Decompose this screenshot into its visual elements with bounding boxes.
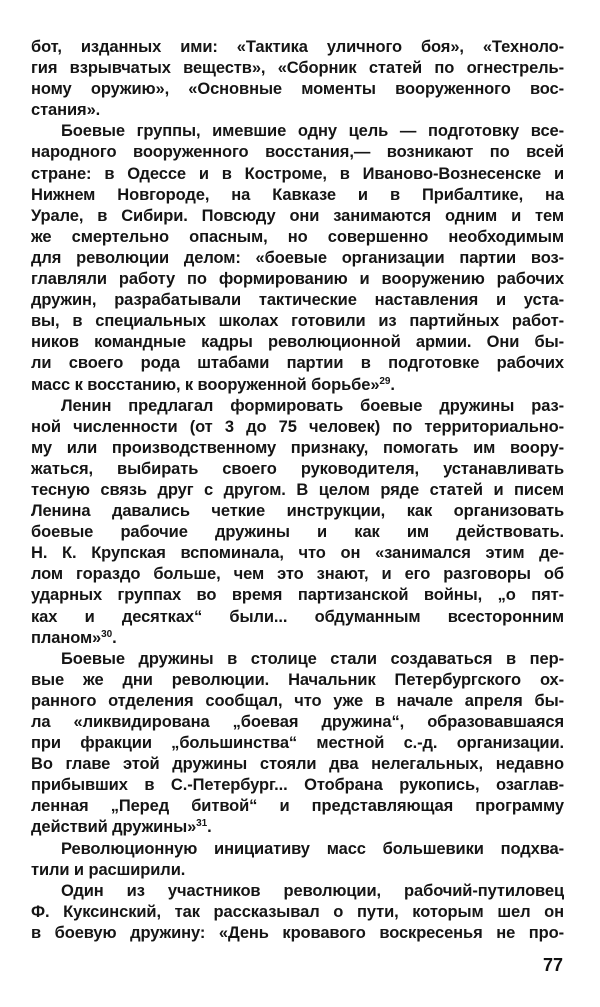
text-line [31, 417, 564, 438]
paragraph-first-line [31, 396, 564, 417]
text-line [31, 248, 564, 269]
text-line [31, 353, 564, 374]
line-text: вы, в специальных школах готовили из партийных работ- [31, 312, 564, 331]
line-text: вые же дни революции. Начальник Петербургского ох- [31, 670, 564, 689]
text-line [31, 100, 564, 121]
line-text: Н. К. Крупская вспоминала, что он «занимался этим де- [31, 544, 564, 563]
text-line [31, 206, 564, 227]
text-line [31, 628, 564, 649]
text-line [31, 543, 564, 564]
text-line [31, 185, 564, 206]
line-text: Нижнем Новгороде, на Кавказе и в Прибалтике, на [31, 185, 564, 204]
line-text: ла «ликвидирована „боевая дружина“, образовавшаяся [31, 713, 564, 731]
line-punctuation: . [207, 818, 212, 837]
line-text: лом гораздо больше, чем это знают, и его разговоры об [31, 565, 564, 584]
line-text: тесную связь друг с другом. В целом ряде статей и писем [31, 480, 564, 499]
line-text: стране: в Одессе и в Костроме, в Иваново-Вознесенске и [31, 164, 564, 183]
text-line [31, 164, 564, 185]
text-line [31, 37, 564, 58]
line-text: Ф. Куксинский, так рассказывал о пути, которым шел он [31, 902, 564, 921]
text-line [31, 607, 564, 628]
footnote-reference: 31 [196, 818, 208, 830]
text-line [31, 522, 564, 543]
page-number: 77 [542, 955, 563, 975]
line-text: ников командные кадры революционной армии. Они бы- [31, 333, 564, 352]
text-line [31, 754, 564, 775]
text-line [31, 860, 564, 881]
line-text: боевые рабочие дружины и как им действовать. [31, 523, 564, 542]
text-line [31, 712, 564, 733]
text-line [31, 796, 564, 817]
line-text: дружин, разрабатывали тактические наставления и уста- [31, 291, 564, 310]
line-text: гия взрывчатых веществ», «Сборник статей по огнестрель- [31, 59, 564, 78]
text-line [31, 311, 564, 332]
text-line [31, 585, 564, 606]
text-line [31, 269, 564, 290]
text-line [31, 501, 564, 522]
line-text: ранного отделения сообщал, что уже в начале апреля бы- [31, 691, 564, 710]
paragraph-first-line [31, 839, 564, 860]
line-text: в боевую дружину: «День кровавого воскресенья не про- [31, 923, 564, 942]
line-text: ках и десятках“ были... обдуманным всесторонним [31, 607, 564, 626]
line-text: бот, изданных ими: «Тактика уличного боя», «Техноло- [31, 38, 564, 56]
text-line [31, 459, 564, 480]
text-line [31, 480, 564, 501]
paragraph-first-line [31, 649, 564, 670]
text-line [31, 691, 564, 712]
line-text: ному оружию», «Основные моменты вооруженного вос- [31, 80, 564, 99]
page-body-text [31, 37, 564, 944]
text-line [31, 79, 564, 100]
paragraph-first-line [31, 121, 564, 142]
line-punctuation: . [112, 628, 117, 647]
text-line [31, 332, 564, 353]
footnote-reference: 29 [379, 375, 391, 387]
line-text: тили и расширили. [31, 860, 186, 879]
line-text: Урале, в Сибири. Повсюду они занимаются одним и тем [31, 206, 564, 225]
line-text: ленная „Перед битвой“ и представляющая программу [31, 797, 564, 816]
line-text: жаться, выбирать своего руководителя, устанавливать [31, 459, 564, 478]
line-text: же смертельно опасным, но совершенно необходимым [31, 227, 564, 246]
text-line [31, 923, 564, 944]
line-text: Ленин предлагал формировать боевые дружины раз- [61, 396, 564, 415]
line-text: народного вооруженного восстания,— возникают по всей [31, 143, 564, 162]
text-line [31, 564, 564, 585]
text-line [31, 58, 564, 79]
line-text: действий дружины» [31, 818, 197, 837]
text-line [31, 375, 564, 396]
line-text: му или производственному признаку, помогать им воору- [31, 438, 564, 457]
text-line [31, 902, 564, 923]
line-text: для революции делом: «боевые организации партии воз- [31, 248, 564, 267]
line-text: ной численности (от 3 до 75 человек) по территориально- [31, 417, 564, 436]
footnote-reference: 30 [101, 628, 113, 640]
line-text: Боевые группы, имевшие одну цель — подготовку все- [61, 122, 564, 141]
text-line [31, 817, 564, 838]
line-text: масс к восстанию, к вооруженной борьбе» [31, 375, 380, 394]
line-text: планом» [31, 628, 102, 647]
text-line [31, 290, 564, 311]
text-line [31, 670, 564, 691]
line-text: ли своего рода штабами партии в подготовке рабочих [31, 354, 564, 373]
line-text: ударных группах во время партизанской войны, „о пят- [31, 586, 564, 605]
text-line [31, 733, 564, 754]
text-line [31, 438, 564, 459]
text-line [31, 775, 564, 796]
line-text: при фракции „большинства“ местной с.-д. организации. [31, 734, 564, 753]
line-text: прибывших в С.-Петербург... Отобрана рукопись, озаглав- [31, 776, 564, 795]
paragraph-first-line [31, 881, 564, 902]
line-text: Во главе этой дружины стояли два нелегальных, недавно [31, 755, 564, 774]
line-text: Боевые дружины в столице стали создаваться в пер- [61, 649, 564, 668]
line-text: главляли работу по формированию и вооружению рабочих [31, 270, 564, 289]
line-text: стания». [31, 101, 101, 120]
text-line [31, 142, 564, 163]
line-text: Революционную инициативу масс большевики подхва- [61, 839, 564, 858]
text-line [31, 227, 564, 248]
line-text: Ленина давались четкие инструкции, как организовать [31, 502, 564, 521]
line-text: Один из участников революции, рабочий-путиловец [61, 881, 564, 900]
line-punctuation: . [390, 375, 395, 394]
